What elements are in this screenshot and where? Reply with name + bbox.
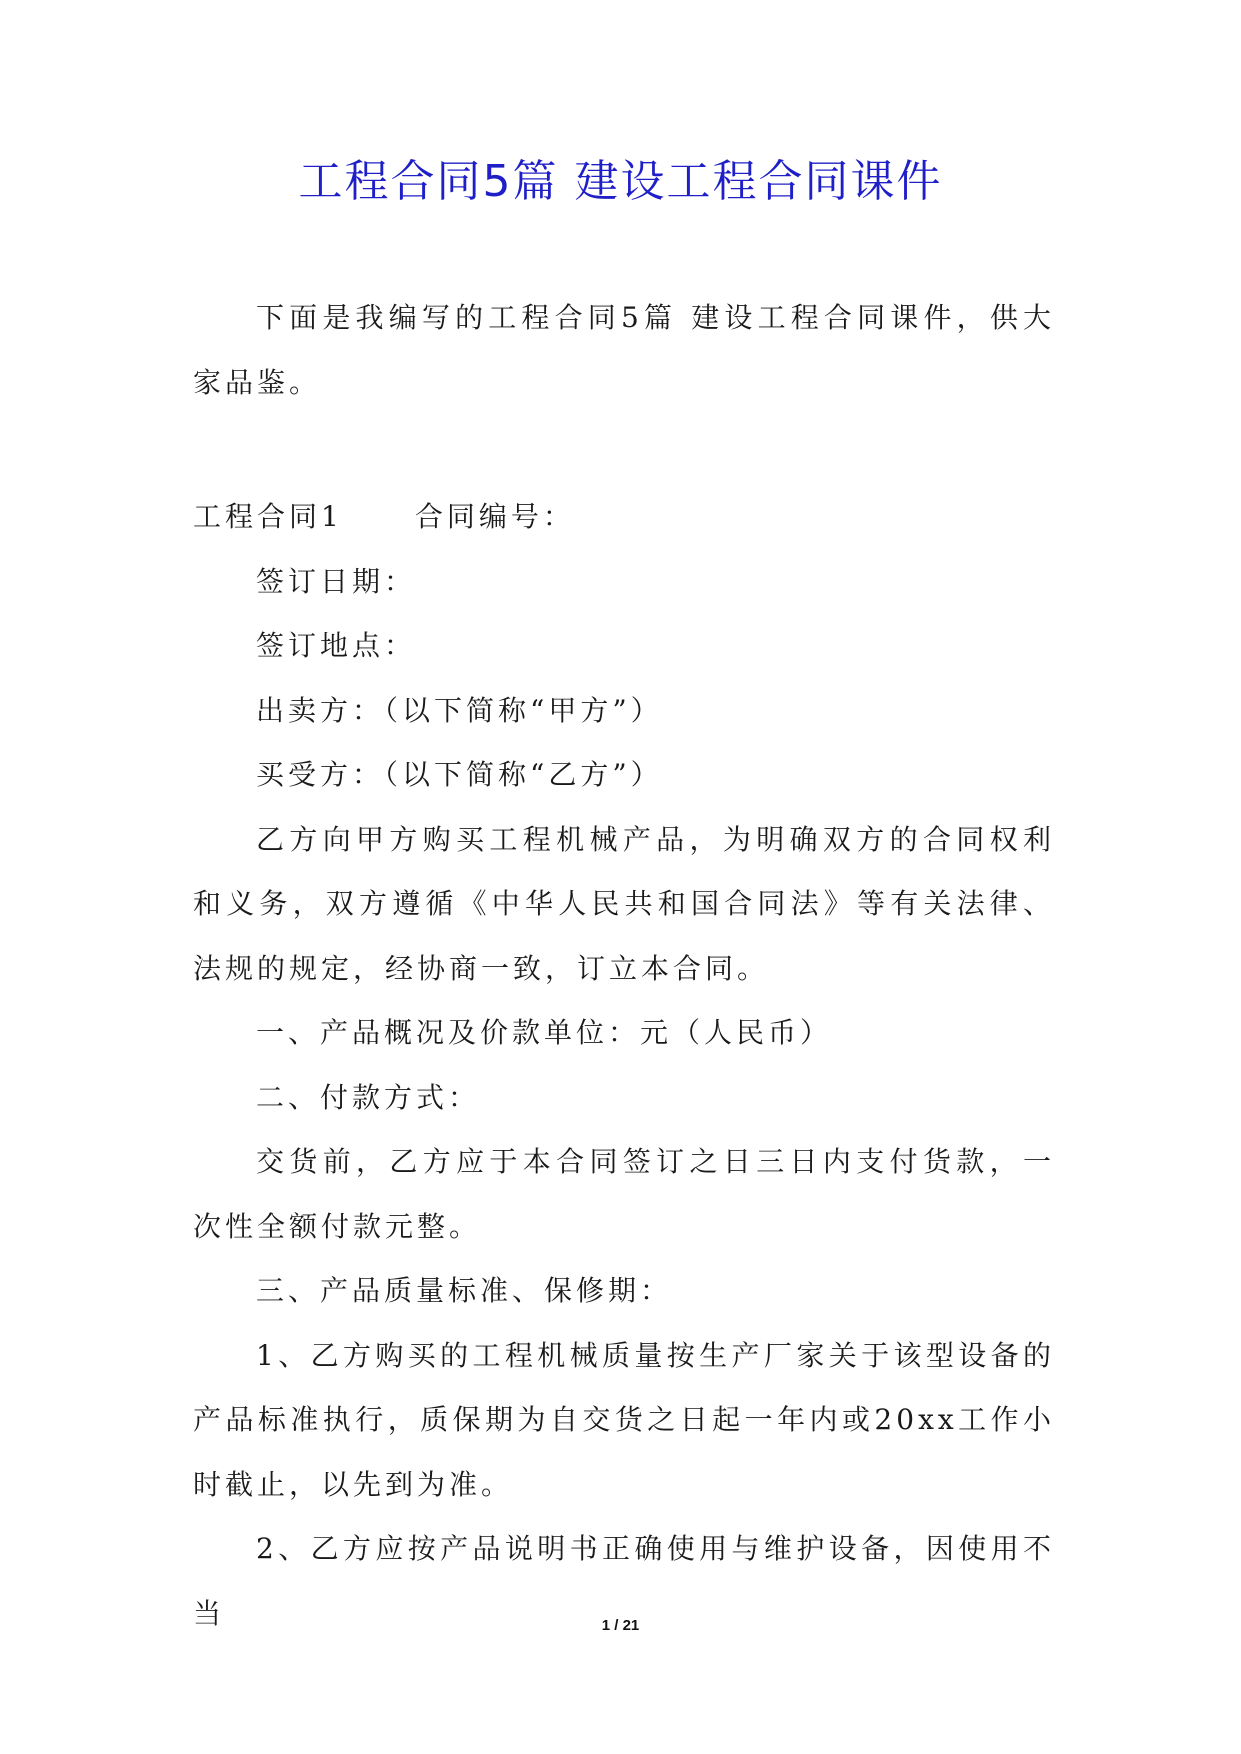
contract-number-label: 合同编号：	[414, 500, 575, 533]
contract-heading-line	[193, 485, 1055, 550]
paragraph-seller: 出卖方：（以下简称“甲方”）	[256, 693, 663, 727]
paragraph-section-3: 三、产品质量标准、保修期：	[256, 1274, 673, 1307]
paragraph-sign-place: 签订地点：	[256, 629, 417, 662]
paragraph-payment: 交货前，乙方应于本合同签订之日三日内支付货款，一次性全额付款元整。	[193, 1145, 1055, 1243]
paragraph-sign-date: 签订日期：	[256, 564, 417, 598]
paragraph-purpose: 乙方向甲方购买工程机械产品，为明确双方的合同权利和义务，双方遵循《中华人民共和国合同法》等有关法律、法规的规定，经协商一致，订立本合同。	[193, 822, 1055, 985]
contract-heading: 工程合同1	[193, 500, 343, 533]
paragraph-clause-2: 2、乙方应按产品说明书正确使用与维护设备，因使用不当	[193, 1532, 1055, 1630]
section-spacer	[193, 415, 1055, 485]
paragraph-section-2: 二、付款方式：	[256, 1080, 481, 1114]
paragraph-clause-1: 1、乙方购买的工程机械质量按生产厂家关于该型设备的产品标准执行，质保期为自交货之日起一年内或20xx工作小时截止，以先到为准。	[193, 1338, 1055, 1501]
intro-paragraph: 下面是我编写的工程合同5篇 建设工程合同课件，供大家品鉴。	[193, 301, 1055, 399]
document-body	[193, 286, 1055, 1646]
paragraph-buyer: 买受方：（以下简称“乙方”）	[256, 758, 663, 791]
page-number: 1 / 21	[601, 1617, 640, 1634]
paragraph-section-1: 一、产品概况及价款单位：元（人民币）	[256, 1016, 833, 1049]
document-title: 工程合同5篇 建设工程合同课件	[298, 156, 943, 207]
